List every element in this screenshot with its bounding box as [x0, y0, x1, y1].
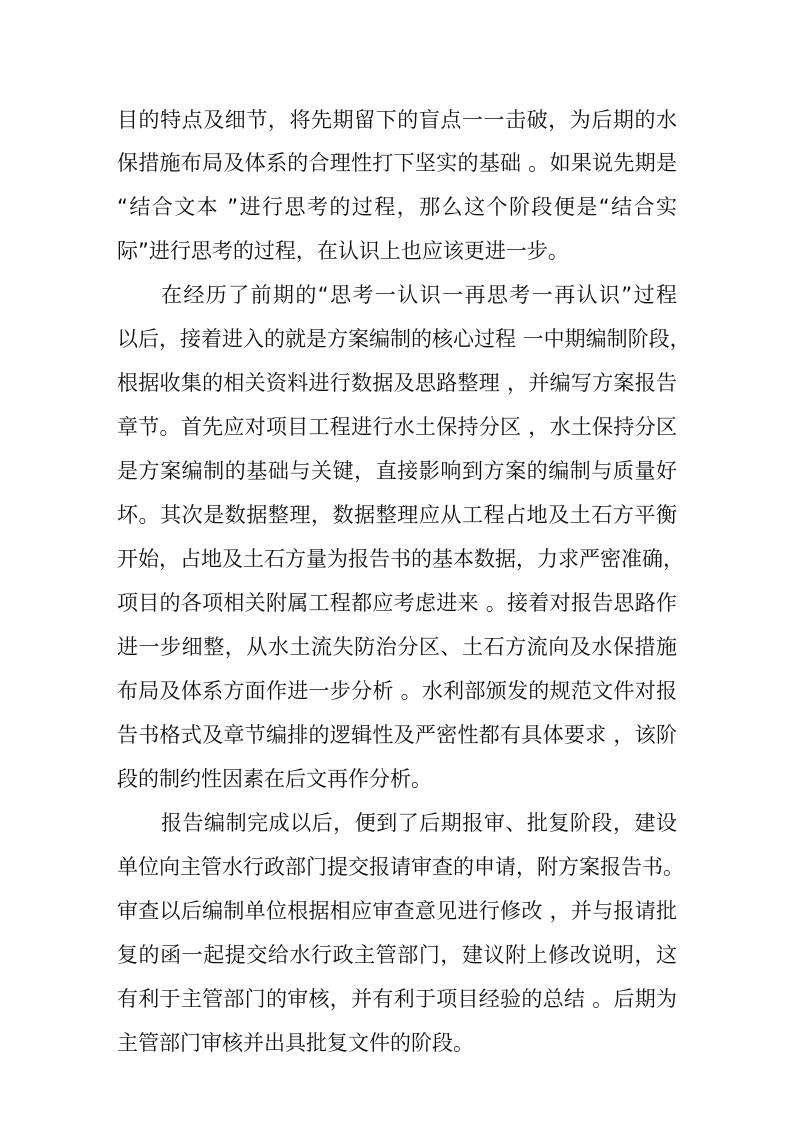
text-line-17: 报告编制完成以后，便到了后期报审、批复阶段，建设: [161, 811, 677, 835]
text-line-12: 项目的各项相关附属工程都应考虑进来 。接着对报告思路作: [117, 591, 677, 615]
text-line-5: 在经历了前期的“思考一认识一再思考一再认识”过程: [161, 283, 677, 307]
text-line-8: 章节。首先应对项目工程进行水土保持分区 ，水土保持分区: [117, 415, 677, 439]
text-line-13: 进一步细整，从水土流失防治分区、土石方流向及水保措施: [117, 635, 677, 659]
text-line-11: 开始，占地及土石方量为报告书的基本数据，力求严密准确，: [117, 547, 684, 571]
text-line-10: 坏。其次是数据整理，数据整理应从工程占地及土石方平衡: [117, 503, 677, 527]
text-line-16: 段的制约性因素在后文再作分析。: [117, 767, 432, 791]
text-line-15: 告书格式及章节编排的逻辑性及严密性都有具体要求 ，该阶: [117, 723, 677, 747]
text-line-20: 复的函一起提交给水行政主管部门，建议附上修改说明，这: [117, 943, 677, 967]
text-line-3: “结合文本 ”进行思考的过程，那么这个阶段便是“结合实: [117, 195, 677, 219]
text-line-18: 单位向主管水行政部门提交报请审查的申请，附方案报告书。: [117, 855, 684, 879]
text-line-4: 际”进行思考的过程，在认识上也应该更进一步。: [117, 239, 569, 263]
text-line-19: 审查以后编制单位根据相应审查意见进行修改 ，并与报请批: [117, 899, 677, 923]
text-line-9: 是方案编制的基础与关键，直接影响到方案的编制与质量好: [117, 459, 677, 483]
text-line-22: 主管部门审核并出具批复文件的阶段。: [117, 1031, 474, 1055]
text-line-2: 保措施布局及体系的合理性打下坚实的基础 。如果说先期是: [117, 151, 677, 175]
text-line-7: 根据收集的相关资料进行数据及思路整理 ，并编写方案报告: [117, 371, 677, 395]
text-line-1: 目的特点及细节，将先期留下的盲点一一击破，为后期的水: [117, 108, 677, 132]
text-line-6: 以后，接着进入的就是方案编制的核心过程 一中期编制阶段，: [117, 327, 691, 351]
text-line-21: 有利于主管部门的审核，并有利于项目经验的总结 。后期为: [117, 987, 677, 1011]
text-line-14: 布局及体系方面作进一步分析 。水利部颁发的规范文件对报: [117, 679, 677, 703]
